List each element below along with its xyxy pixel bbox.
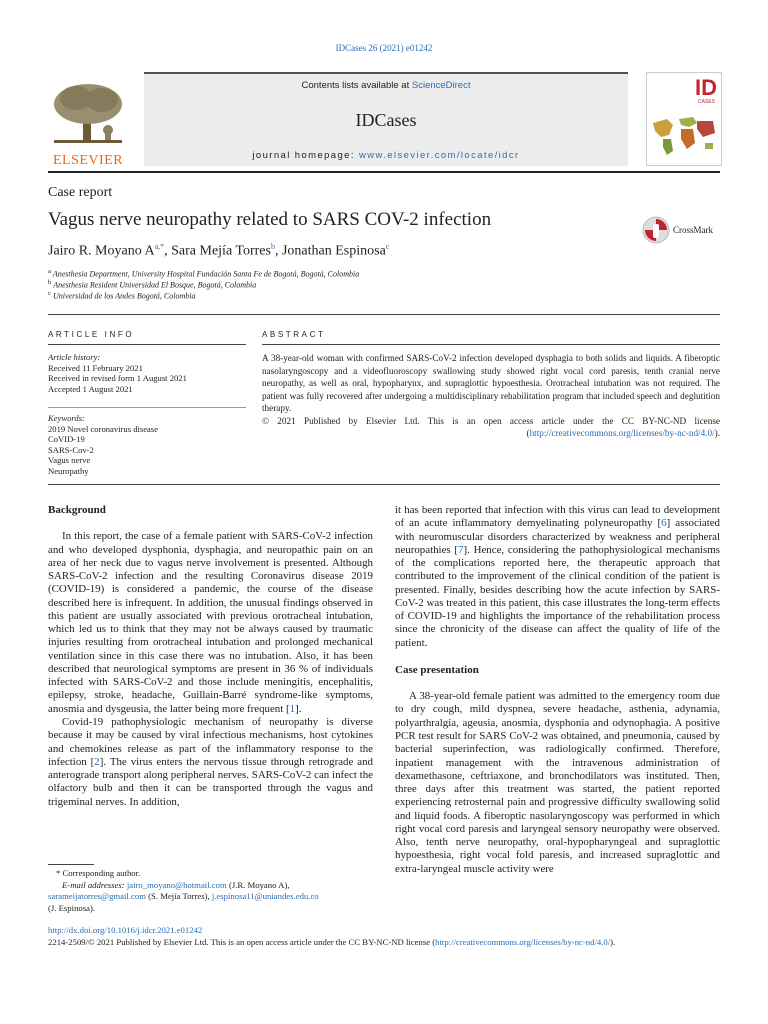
paragraph-text: it has been reported that infection with this virus can lead to development of an acute inflammatory demyelinating polyneuropathy [: [395, 504, 720, 530]
paragraph: [395, 504, 720, 650]
journal-cover[interactable]: [646, 72, 722, 166]
article-type: Case report: [48, 185, 113, 200]
doi-link[interactable]: http://dx.doi.org/10.1016/j.idcr.2021.e01242: [48, 925, 203, 935]
affiliation: [48, 268, 359, 279]
homepage-link[interactable]: www.elsevier.com/locate/idcr: [358, 150, 520, 161]
email-owner: (S. Mejía Torres),: [148, 891, 210, 901]
history-item: Received in revised form 1 August 2021: [48, 373, 187, 383]
affiliation-mark: b: [48, 279, 52, 286]
author-list: [48, 242, 389, 260]
email-owner: (J.R. Moyano A),: [228, 879, 290, 890]
affiliation: [48, 290, 195, 301]
elsevier-wordmark: ELSEVIER: [52, 153, 124, 168]
body-left-column: [48, 504, 373, 809]
author-name: Sara Mejía Torres: [171, 243, 271, 259]
elsevier-logo[interactable]: [48, 80, 128, 168]
footnote-mark: *: [56, 868, 61, 878]
cover-subtitle: CASES: [698, 99, 715, 105]
corresponding-note: [48, 868, 373, 880]
homepage-line: [144, 150, 628, 161]
journal-name: IDCases: [355, 110, 417, 130]
keyword: Vagus nerve: [48, 455, 91, 465]
keyword: CoVID-19: [48, 434, 85, 444]
affiliation-text: Universidad de los Andes Bogotá, Colombia: [52, 291, 196, 301]
author-name: Jonathan Espinosa: [281, 243, 386, 259]
keyword: SARS-Cov-2: [48, 444, 94, 455]
footnote-rule: [48, 864, 94, 865]
reference-link[interactable]: 6: [661, 517, 667, 530]
email-line: [48, 891, 373, 903]
license-prefix: © 2021 Published by Elsevier Ltd. This is an open access article under the CC BY-NC-ND license (: [262, 415, 720, 438]
header-divider: [48, 171, 720, 173]
section-heading-background: Background: [48, 504, 106, 516]
email-label: E-mail addresses:: [62, 879, 125, 890]
section-divider: [48, 314, 720, 315]
paragraph: [48, 716, 373, 809]
world-map-icon: [649, 113, 719, 157]
corresponding-label: Corresponding author.: [62, 868, 141, 878]
abstract-text: A 38-year-old woman with confirmed SARS-CoV-2 infection developed dysphagia to both solids and liquids. A fiberoptic nasolaryngoscopy and a videofluoroscopy swallowing study showed right vocal cord paresis, tenth cranial nerve neuropathy, as well as oral, hypopharynx, and supraglottic hypoesthesia. Orotracheal intubation was not required. The patient was fully recovered after undergoing a multidisciplinary rehabilitation program that included speech and deglutition therapy.: [262, 353, 720, 413]
paragraph-text: ] associated with neuromuscular disorders characterized by weakness and peripheral neuropathies [: [395, 517, 720, 556]
body-right-column: [395, 504, 720, 876]
paragraph-text: ].: [295, 702, 302, 715]
crossmark-icon: [642, 216, 670, 244]
page-footer: [48, 925, 728, 948]
keyword: 2019 Novel coronavirus disease: [48, 423, 159, 434]
author-affiliation-mark[interactable]: b: [270, 242, 275, 251]
reference-link[interactable]: 7: [458, 543, 464, 556]
journal-header: [48, 72, 628, 168]
homepage-prefix: journal homepage:: [252, 150, 359, 161]
paragraph: A 38-year-old female patient was admitted to the emergency room due to dry cough, mild dyspnea, severe headache, asthenia, adynamia, polyarthralgia, ageusia, anosmia, dysphonia and odynophagia. A positive PCR test result for SARS CoV-2 was obtained, and pneumonia, caused by bacterial superinfection, was radiologically confirmed. Therefore, inpatient management with the intravenous administration of dexamethasone, ceftriaxone, and bronchodilators was instituted. Then, three days after this treatment was started, the patient reported experiencing retrosternal pain and progressive difficulty swallowing solid and liquid foods. A fiberoptic nasolaryngoscopy was performed in which right vocal cord paresis and laryngeal sensory neuropathy were observed. Also, tenth nerve neuropathy, oral-hypopharyngeal and supraglottic hypoesthesia, right vocal fold paresis, and increased supraglottic and extra-laryngeal muscle activity were: [395, 690, 720, 875]
author-separator: ,: [164, 243, 172, 259]
history-label: Article history:: [48, 352, 101, 362]
section-divider: [48, 484, 720, 485]
abstract-rule: [262, 344, 720, 345]
affiliation-text: Anesthesia Resident Universidad El Bosque, Bogotá, Colombia: [53, 280, 257, 290]
paragraph-text: In this report, the case of a female patient with SARS-CoV-2 infection and who developed dysphonia, dysphagia, and neuropathic pain on an area of her neck due to vagus nerve involvement is presented. Although SARS-CoV-2 infection and the resulting Coronavirus disease 2019 (COVID-19) is considered a pandemic, the course of the disease described here is infrequent. In addition, the unusual findings observed in this patient are usually associated with previous orotracheal intubation, which led us to think that they may not be always caused by traumatic injuries resulting from orotracheal intubation and prolonged mechanical ventilation since in this case there was no intubation. Also, it has been described that neurological symptoms are present in 36 % of individuals infected with SARS-CoV-2 and those include meningitis, encephalitis, epilepsy, stroke, headache, Guillain-Barré syndrome-like symptoms, anosmia and dysgeusia, the latter being more frequent [: [48, 530, 373, 715]
author-affiliation-mark[interactable]: a,*: [154, 242, 165, 251]
license-suffix: ).: [714, 428, 720, 438]
history-item: Accepted 1 August 2021: [48, 383, 133, 394]
paragraph-text: Covid-19 pathophysiologic mechanism of neuropathy is diverse because it may be caused by viral infectious mechanisms, host cytokines and chemokines release as part of the inflammatory response to the infection [: [48, 715, 373, 768]
journal-banner: [144, 72, 628, 166]
license-suffix: ).: [610, 936, 616, 947]
email-link[interactable]: jairo_moyano@hotmail.com: [126, 879, 227, 890]
paragraph-text: ]. The virus enters the nervous tissue through retrograde and anterograde transport along peripheral nerves. SARS-CoV-2 can infect the olfactory bulb and then it can be transported through the vagus and trigeminal nerves. In addition,: [48, 755, 373, 808]
contents-prefix: Contents lists available at: [301, 80, 412, 91]
article-info-rule: [48, 344, 246, 345]
license-link[interactable]: http://creativecommons.org/licenses/by-nc-nd/4.0/: [435, 936, 611, 947]
reference-link[interactable]: 2: [94, 755, 100, 768]
author-name: Jairo R. Moyano A: [48, 243, 155, 259]
paragraph-text: ]. Hence, considering the pathophysiological mechanisms of the complications reported here, the therapeutic approach that contributed to the improvement of the clinical condition of the patient is presented. Finally, besides describing how the acute infection by SARS-CoV-2 was treated in this patient, this case illustrates the long-term effects of COVID-19 and highlights the importance of the rehabilitation process since the chronicity of the disease can affect the quality of life of the patient.: [395, 543, 720, 649]
keyword: Neuropathy: [48, 465, 89, 476]
history-item: Received 11 February 2021: [48, 362, 143, 373]
keywords-rule: [48, 407, 246, 408]
abstract-heading: ABSTRACT: [262, 330, 326, 339]
article-info-heading: ARTICLE INFO: [48, 330, 135, 339]
author-separator: ,: [274, 243, 282, 259]
journal-reference[interactable]: IDCases 26 (2021) e01242: [335, 43, 433, 53]
sciencedirect-link[interactable]: ScienceDirect: [411, 80, 471, 91]
elsevier-tree-icon: [48, 80, 128, 150]
paragraph: [48, 530, 373, 716]
abstract-license: [262, 415, 720, 440]
affiliation-mark: c: [48, 290, 51, 297]
email-line: [48, 880, 373, 892]
crossmark-button[interactable]: [642, 216, 722, 244]
email-link[interactable]: sarameijatorres@gmail.com: [48, 891, 146, 901]
crossmark-label: CrossMark: [673, 225, 713, 235]
email-link[interactable]: j.espinosa11@uniandes.edu.co: [211, 891, 319, 901]
author-affiliation-mark[interactable]: c: [385, 242, 390, 251]
keywords: [48, 413, 248, 476]
cover-title: ID: [695, 75, 717, 100]
footnote: [48, 868, 373, 914]
contents-line: [144, 80, 628, 91]
affiliation-text: Anesthesia Department, University Hospital Fundación Santa Fe de Bogotá, Bogotá, Colombia: [52, 269, 360, 279]
affiliation: [48, 279, 256, 290]
license-link[interactable]: http://creativecommons.org/licenses/by-nc-nd/4.0/: [529, 428, 715, 438]
abstract: [262, 352, 720, 440]
affiliation-mark: a: [48, 268, 51, 275]
email-line: (J. Espinosa).: [48, 902, 96, 913]
license-prefix: 2214-2509/© 2021 Published by Elsevier Ltd. This is an open access article under the CC BY-NC-ND license (: [48, 936, 436, 947]
section-heading-case: Case presentation: [395, 663, 479, 676]
license-line: [48, 937, 728, 949]
article-title: Vagus nerve neuropathy related to SARS COV-2 infection: [48, 209, 492, 230]
keywords-label: Keywords:: [48, 413, 85, 423]
article-history: [48, 352, 248, 394]
reference-link[interactable]: 1: [289, 702, 296, 715]
